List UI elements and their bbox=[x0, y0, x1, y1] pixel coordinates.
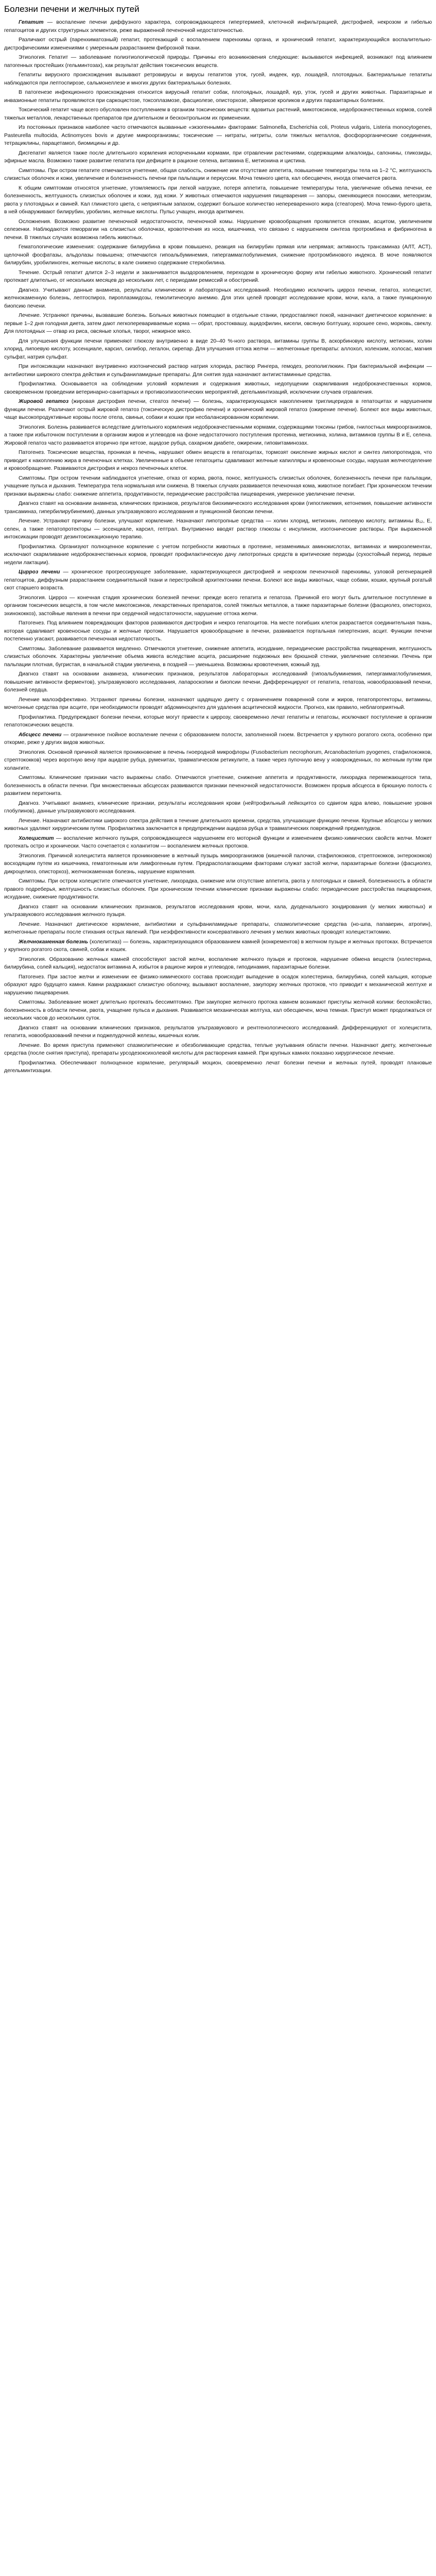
paragraph bbox=[4, 312, 432, 336]
paragraph-text: Профилактика. Обеспечивают полноценное кормление, регулярный моцион, своевременно лечат болезни печени и желчных путей, проводят плановые дегельминтизации. bbox=[4, 1060, 432, 1074]
paragraph bbox=[4, 286, 432, 311]
paragraph-text: Этиология. Образованию желчных камней способствуют застой желчи, воспаление желчного пузыря и протоков, нарушение обмена веществ (холестерина, билирубина, солей кальция), недостаток витамина A, избыток в рационе жиров и углеводов, гиподинамия, паразитарные болезни. bbox=[4, 956, 432, 970]
paragraph bbox=[4, 269, 432, 285]
section-cholecystitis bbox=[4, 835, 432, 937]
paragraph-text: Осложнения. Возможно развитие печеночной недостаточности, печеночной комы. Нарушение кровообращения проявляется отеками, асцитом, увеличением селезенки. Наблюдаются геморрагии на слизистых оболочках, кровотечения из носа, кишечника, что связано с нарушением синтеза протромбина и фибриногена в печени. В тяжелых случаях возможна гибель животных. bbox=[4, 218, 432, 241]
paragraph-text: Этиология. Основной причиной является проникновение в печень гноеродной микрофлоры (Fusobacterium necrophorum, Arcanobacterium pyogenes, стафилококков, стрептококков) через воротную вену при ацидозе рубца, руменитах, травматическом ретикулите, а также через пупочную вену у новорожденных, по желчным путям при холангите. bbox=[4, 749, 432, 771]
section-abscess bbox=[4, 731, 432, 833]
paragraph bbox=[4, 71, 432, 87]
term-heading: Гепатит bbox=[19, 20, 44, 25]
paragraph-text: (холелитиаз) — болезнь, характеризующаяся образованием камней (конкрементов) в желчном пузыре и желчных протоках. Встречается у крупного рогатого скота, свиней, собак и кошек. bbox=[4, 939, 432, 953]
paragraph bbox=[4, 800, 432, 816]
paragraph-text: Токсический гепатит чаще всего обусловлен поступлением в организм токсических веществ: ядовитых растений, микотоксинов, недоброкачественных кормов, солей тяжелых металлов, лекарственных препаратов при длительном и бесконтрольном их применении. bbox=[4, 107, 432, 121]
paragraph-text: Профилактика. Предупреждают болезни печени, которые могут привести к циррозу, своевременно лечат гепатиты и гепатозы, исключают поступление в организм гепатотоксических веществ. bbox=[4, 714, 432, 728]
term-heading: Холецистит bbox=[19, 835, 54, 841]
paragraph bbox=[4, 749, 432, 773]
paragraph-text: Профилактика. Организуют полноценное кормление с учетом потребности животных в протеине, незаменимых аминокислотах, витаминах и микроэлементах, исключают скармливание недоброкачественных кормов, проводят профилактическую дачу липотропных средств в критические периоды (сухостойный период, первые недели лактации). bbox=[4, 544, 432, 566]
paragraph-text: Дисгепатит является также после длительного кормления испорченными кормами, при отравлении растениями, содержащими алкалоиды, сапонины, гликозиды, эфирные масла. Возможно также развитие гепатита при дефиците в рационе селена, витамина E, метионина и цистина. bbox=[4, 150, 432, 164]
paragraph-text: Из постоянных признаков наиболее часто отмечаются вызванные «экзогенными» факторами: Salmonella, Escherichia coli, Proteus vulgaris, Listeria monocytogenes, Pasteurella multocida, Actinomyces bovis и другие микроорганизмы; токсические — нитраты, нитриты, соли тяжелых металлов, фосфорорганические соединения, тетрациклины, парацетамол, биомицины и др. bbox=[4, 125, 432, 146]
paragraph bbox=[4, 714, 432, 730]
paragraph bbox=[4, 517, 432, 541]
paragraph-text: Гепатиты вирусного происхождения вызывают ретровирусы и вирусы гепатитов уток, гусей, индеек, кур, лошадей, плотоядных. Бактериальные гепатиты наблюдаются при лептоспирозе, сальмонеллезе и многих других бактериальных болезнях. bbox=[4, 72, 432, 86]
paragraph-text: К общим симптомам относятся угнетение, утомляемость при легкой нагрузке, потеря аппетита, повышение температуры тела, увеличение объема печени, ее болезненность, желтушность слизистых оболочек и кожи, зуд кожи. У животных отмечаются нарушения пищеварения — запоры, сменяющиеся поносами, метеоризм, рвота у плотоядных и свиней. Кал глинистого цвета, с неприятным запахом, содержит большое количество непереваренного жира (стеаторея). Моча темно-бурого цвета, в ней обнаруживают билирубин, уробилин, желчные кислоты. Пульс учащен, иногда аритмичен. bbox=[4, 185, 432, 215]
paragraph bbox=[4, 54, 432, 70]
paragraph bbox=[4, 19, 432, 35]
paragraph bbox=[4, 380, 432, 396]
term-heading: Жировой гепатоз bbox=[19, 399, 69, 404]
paragraph bbox=[4, 568, 432, 592]
paragraph-text: Симптомы. При остром течении наблюдаются угнетение, отказ от корма, рвота, понос, желтушность слизистых оболочек, болезненность печени при пальпации, учащение пульса и дыхания. Температура тела нормальная или снижена. В тяжелых случаях развивается печеночная кома, животное погибает. При хроническом течении признаки выражены слабо: снижение аппетита, продуктивности, периодические расстройства пищеварения, умеренное увеличение печени. bbox=[4, 475, 432, 497]
paragraph-text: Лечение. Устраняют причину болезни, улучшают кормление. Назначают липотропные средства — холин хлорид, метионин, липоевую кислоту, витамины B₁₂, E, селен, а также гепатопротекторы — эссенциале, карсил, гептрал. Внутривенно вводят раствор глюкозы с инсулином, изотонические растворы. При выраженной интоксикации проводят дезинтоксикационную терапию. bbox=[4, 518, 432, 540]
paragraph bbox=[4, 167, 432, 183]
paragraph bbox=[4, 938, 432, 954]
paragraph bbox=[4, 243, 432, 267]
paragraph-text: В патогенезе инфекционного происхождения относится вирусный гепатит собак, плотоядных, лошадей, кур, уток, гусей и других животных. Паразитарные и инвазионные гепатиты проявляются при саркоцистозе, токсоплазмозе, фасциолезе, описторхозе, эймериозе кроликов и других паразитарных болезнях. bbox=[4, 90, 432, 104]
paragraph-text: Диагноз ставят на основании анамнеза, клинических признаков, результатов лабораторных исследований (гипоальбуминемия, гипергаммаглобулинемия, повышение активности ферментов), ультразвукового исследования, лапароскопии и биопсии печени. Дифференцируют от гепатита, гепатоза, новообразований печени, болезней сердца. bbox=[4, 671, 432, 693]
paragraph-text: Различают острый (паренхиматозный) гепатит, протекающий с воспалением паренхимы органа, и хронический гепатит, характеризующийся воспалительно-дистрофическими изменениями с умеренным разрастанием фиброзной ткани. bbox=[4, 37, 432, 51]
paragraph bbox=[4, 106, 432, 122]
section-hepatitis bbox=[4, 19, 432, 396]
paragraph-text: Диагноз. Учитывают анамнез, клинические признаки, результаты исследования крови (нейтрофильный лейкоцитоз со сдвигом ядра влево, повышение уровня глобулинов), данные ультразвукового исследования. bbox=[4, 800, 432, 814]
paragraph-text: Профилактика. Основывается на соблюдении условий кормления и содержания животных, недопущении скармливания недоброкачественных кормов, своевременном проведении ветеринарно-санитарных и противоэпизоотических мероприятий, дегельминтизаций, исключении случаев отравления. bbox=[4, 381, 432, 395]
paragraph bbox=[4, 124, 432, 148]
paragraph-text: Лечение. Во время приступа применяют спазмолитические и обезболивающие средства, теплые укутывания области печени. Назначают диету, желчегонные средства (после снятия приступа), препараты урсодезоксихолевой кислоты для растворения камней. При крупных камнях показано хирургическое лечение. bbox=[4, 1042, 432, 1056]
paragraph bbox=[4, 877, 432, 902]
paragraph-text: Диагноз. Учитывают данные анамнеза, результаты клинических и лабораторных исследований. Необходимо исключить цирроз печени, гепатоз, холецистит, желчнокаменную болезнь, лептоспироз, пироплазмидозы, гемолитическую анемию. Для этих целей проводят исследование крови, мочи, кала, а также пункционную биопсию печени. bbox=[4, 287, 432, 309]
paragraph bbox=[4, 594, 432, 618]
paragraph bbox=[4, 852, 432, 876]
paragraph bbox=[4, 973, 432, 997]
paragraph-text: (жировая дистрофия печени, стеатоз печени) — болезнь, характеризующаяся накоплением триглицеридов в гепатоцитах и нарушением функции печени. Различают острый жировой гепатоз (токсическую дистрофию печени) и хронический жировой гепатоз (ожирение печени). Болеют все виды животных, чаще высокопродуктивные коровы после отела, свиньи, собаки и кошки при несбалансированном кормлении. bbox=[4, 399, 432, 420]
paragraph-text: Патогенез. Под влиянием повреждающих факторов развиваются дистрофия и некроз гепатоцитов. На месте погибших клеток разрастается соединительная ткань, которая сдавливает кровеносные сосуды и желчные протоки. Нарушается кровообращение в печени, развивается портальная гипертензия, асцит. Функции печени постепенно угасают, развивается печеночная недостаточность. bbox=[4, 620, 432, 642]
term-heading: Желчнокаменная болезнь bbox=[19, 939, 88, 945]
paragraph-text: — воспаление желчного пузыря, сопровождающееся нарушением его моторной функции и изменением физико-химических свойств желчи. Может протекать остро и хронически. Часто сочетается с холангитом — воспалением желчных протоков. bbox=[4, 835, 432, 849]
paragraph-text: — хроническое прогрессирующее заболевание, характеризующееся дистрофией и некрозом печеночной паренхимы, узловой регенерацией гепатоцитов, диффузным разрастанием соединительной ткани и перестройкой архитектоники печени. Болеют все виды животных, чаще собаки, кошки, крупный рогатый скот старшего возраста. bbox=[4, 569, 432, 591]
paragraph-text: Симптомы. Заболевание развивается медленно. Отмечаются угнетение, снижение аппетита, исхудание, периодические расстройства пищеварения, желтушность слизистых оболочек. Характерны увеличение объема живота вследствие асцита, расширение подкожных вен брюшной стенки, увеличение селезенки. Печень при пальпации плотная, бугристая, в начальной стадии увеличена, в поздней — уменьшена. Возможны кровотечения, кожный зуд. bbox=[4, 646, 432, 668]
paragraph bbox=[4, 474, 432, 499]
paragraph bbox=[4, 903, 432, 919]
paragraph-text: — воспаление печени диффузного характера, сопровождающееся гипертермией, клеточной инфильтрацией, дистрофией, некрозом и гибелью гепатоцитов и других структурных элементов, реже выраженной печеночной недостаточностью. bbox=[4, 20, 432, 33]
paragraph bbox=[4, 619, 432, 643]
paragraph-text: Патогенез. При застое желчи и изменении ее физико-химического состава происходит выпадение в осадок холестерина, билирубина, солей кальция, которые образуют ядро будущего камня. Камни раздражают слизистую оболочку, вызывают воспаление, закупорку желчных протоков, что приводит к механической желтухе и нарушению пищеварения. bbox=[4, 974, 432, 996]
paragraph bbox=[4, 645, 432, 669]
paragraph-text: Симптомы. При остром холецистите отмечаются угнетение, лихорадка, снижение или отсутствие аппетита, рвота у плотоядных и свиней, болезненность в области правого подреберья, желтушность слизистых оболочек. При хроническом течении клинические признаки выражены слабо: периодические расстройства пищеварения, исхудание, снижение продуктивности. bbox=[4, 878, 432, 900]
paragraph bbox=[4, 956, 432, 972]
paragraph bbox=[4, 337, 432, 362]
document-page bbox=[0, 0, 436, 1085]
paragraph-text: Патогенез. Токсические вещества, проникая в печень, нарушают обмен веществ в гепатоцитах, тормозят окисление жирных кислот и синтез липопротеидов, что приводит к накоплению жира в печеночных клетках. Увеличенные в объеме гепатоциты сдавливают желчные капилляры и кровеносные сосуды, нарушая желчеотделение и кровообращение. Развиваются дистрофия и некроз печеночных клеток. bbox=[4, 450, 432, 471]
paragraph bbox=[4, 218, 432, 242]
paragraph-text: Для улучшения функции печени применяют глюкозу внутривенно в виде 20–40 %-ного раствора, витамины группы B, аскорбиновую кислоту, метионин, холин хлорид, липоевую кислоту, эссенциале, карсил, силибор, легалон, сирепар. Для улучшения оттока желчи — желчегонные препараты: аллохол, холензим, холосас, магния сульфат, натрия сульфат. bbox=[4, 338, 432, 360]
paragraph-text: Симптомы. Клинические признаки часто выражены слабо. Отмечаются угнетение, снижение аппетита и продуктивности, лихорадка перемежающегося типа, болезненность в области печени. При множественных абсцессах развиваются признаки печеночной недостаточности. Возможен прорыв абсцесса в брюшную полость с развитием перитонита. bbox=[4, 775, 432, 796]
paragraph-text: Этиология. Причиной холецистита является проникновение в желчный пузырь микроорганизмов (кишечной палочки, стафилококков, стрептококков, энтерококков) восходящим путем из кишечника, гематогенным или лимфогенным путем. Предрасполагающими факторами служат застой желчи, паразитарные болезни (фасциолез, дикроцелиоз, описторхоз), желчнокаменная болезнь, нарушение кормления. bbox=[4, 853, 432, 875]
paragraph bbox=[4, 921, 432, 937]
paragraph-text: Диагноз ставят на основании клинических признаков, результатов ультразвукового и рентгенологического исследований. Дифференцируют от холецистита, гепатита, новообразований печени и поджелудочной железы, кишечных колик. bbox=[4, 1025, 432, 1039]
paragraph bbox=[4, 543, 432, 567]
paragraph-text: Симптомы. При остром гепатите отмечаются угнетение, общая слабость, снижение или отсутствие аппетита, повышение температуры тела на 1–2 °C, желтушность слизистых оболочек и кожи, увеличение и болезненность печени при пальпации и перкуссии. Моча темного цвета, кал обесцвечен, иногда отмечается рвота. bbox=[4, 167, 432, 181]
paragraph-text: Симптомы. Заболевание может длительно протекать бессимптомно. При закупорке желчного протока камнем возникают приступы желчной колики: беспокойство, болезненность в области печени, рвота, учащение пульса и дыхания. Развивается механическая желтуха, кал обесцвечен, моча темная. Приступ может продолжаться от нескольких часов до нескольких суток. bbox=[4, 999, 432, 1021]
paragraph-text: Течение. Острый гепатит длится 2–3 недели и заканчивается выздоровлением, переходом в хроническую форму или гибелью животного. Хронический гепатит протекает длительно, от нескольких месяцев до нескольких лет, с периодами ремиссий и обострений. bbox=[4, 269, 432, 283]
paragraph-text: — ограниченное гнойное воспаление печени с образованием полости, заполненной гноем. Встречается у крупного рогатого скота, особенно при откорме, реже у других видов животных. bbox=[4, 732, 432, 745]
paragraph-text: Диагноз ставят на основании клинических признаков, результатов исследования крови, мочи, кала, дуоденального зондирования (у мелких животных) и ультразвукового исследования желчного пузыря. bbox=[4, 904, 432, 918]
paragraph bbox=[4, 500, 432, 516]
paragraph-text: Лечение. Устраняют причины, вызвавшие болезнь. Больных животных помещают в отдельные станки, предоставляют покой, назначают диетическое кормление: в первые 1–2 дня голодная диета, затем дают легкоперевариваемые корма — обрат, простоквашу, ацидофилин, кисели, овсяную болтушку, хорошее сено, морковь, свеклу. Для плотоядных — отвар из риса, овсяные хлопья, творог, нежирное мясо. bbox=[4, 313, 432, 334]
paragraph bbox=[4, 1042, 432, 1058]
paragraph bbox=[4, 363, 432, 379]
paragraph-text: Этиология. Болезнь развивается вследствие длительного кормления недоброкачественными кормами, содержащими токсины грибов, гнилостных микроорганизмов, а также при избыточном поступлении в организм жиров и углеводов на фоне недостаточного поступления протеина, метионина, холина, витаминов группы B и E, селена. Жировой гепатоз часто развивается вторично при кетозе, ацидозе рубца, сахарном диабете, ожирении, гиповитаминозах. bbox=[4, 424, 432, 446]
page-title: Болезни печени и желчных путей bbox=[4, 4, 139, 14]
paragraph bbox=[4, 1059, 432, 1075]
paragraph bbox=[4, 998, 432, 1023]
paragraph-text: Гематологические изменения: содержание билирубина в крови повышено, реакция на билирубин прямая или непрямая; активность трансаминаз (АЛТ, АСТ), щелочной фосфатазы, альдолазы повышена; отмечаются гипоальбуминемия, гипергаммаглобулинемия, снижение протромбинового индекса. В моче появляются билирубин, уробилиноген, желчные кислоты; в кале снижено содержание стеркобилина. bbox=[4, 244, 432, 266]
paragraph-text: Этиология. Гепатит — заболевание полиэтиологической природы. Причины его возникновения следующие: вызываются инфекцией, возникают под влиянием патогенных простейших (гельминтозах), как результат действия токсических веществ. bbox=[4, 55, 432, 69]
term-heading: Абсцесс печени bbox=[19, 732, 62, 738]
paragraph-text: При интоксикации назначают внутривенно изотонический раствор натрия хлорида, раствор Рингера, гемодез, реополиглюкин. При бактериальной инфекции — антибиотики широкого спектра действия и сульфаниламидные препараты. Для снятия зуда назначают антигистаминные средства. bbox=[4, 364, 432, 378]
paragraph bbox=[4, 423, 432, 448]
term-heading: Цирроз печени bbox=[19, 569, 60, 575]
paragraph bbox=[4, 149, 432, 165]
paragraph bbox=[4, 670, 432, 694]
paragraph bbox=[4, 398, 432, 422]
paragraph bbox=[4, 36, 432, 52]
document-body bbox=[4, 19, 432, 1075]
section-cirrhosis bbox=[4, 568, 432, 730]
paragraph bbox=[4, 817, 432, 833]
paragraph bbox=[4, 1024, 432, 1040]
section-hepatosis bbox=[4, 398, 432, 567]
paragraph-text: Лечение. Назначают диетическое кормление, антибиотики и сульфаниламидные препараты, спазмолитические средства (но-шпа, папаверин, атропин), желчегонные препараты после стихания острых явлений. При неэффективности консервативного лечения у мелких животных проводят холецистэктомию. bbox=[4, 921, 432, 935]
paragraph bbox=[4, 184, 432, 216]
paragraph bbox=[4, 696, 432, 712]
paragraph bbox=[4, 89, 432, 105]
paragraph bbox=[4, 731, 432, 747]
paragraph-text: Этиология. Цирроз — конечная стадия хронических болезней печени: прежде всего гепатита и гепатоза. Причиной его могут быть длительное поступление в организм токсических веществ, в том числе микотоксинов, лекарственных препаратов, солей тяжелых металлов, а также паразитарные болезни (фасциолез, описторхоз, эхинококкоз), застойные явления в печени при сердечной недостаточности, нарушение оттока желчи. bbox=[4, 595, 432, 617]
paragraph-text: Диагноз ставят на основании анамнеза, клинических признаков, результатов биохимического исследования крови (гипогликемия, кетонемия, повышение активности трансаминаз, гипербилирубинемия), данных ультразвукового исследования и пункционной биопсии печени. bbox=[4, 501, 432, 515]
paragraph-text: Лечение. Назначают антибиотики широкого спектра действия в течение длительного времени, средства, улучшающие функцию печени. Крупные абсцессы у мелких животных удаляют хирургическим путем. Профилактика заключается в предупреждении ацидоза рубца и травматических повреждений преджелудков. bbox=[4, 818, 432, 832]
paragraph bbox=[4, 835, 432, 851]
paragraph-text: Лечение малоэффективно. Устраняют причины болезни, назначают щадящую диету с ограничением поваренной соли и жиров, гепатопротекторы, витамины, мочегонные средства при асците, при необходимости проводят абдоминоцентез для удаления асцитической жидкости. Прогноз, как правило, неблагоприятный. bbox=[4, 697, 432, 710]
section-cholelithiasis bbox=[4, 938, 432, 1075]
paragraph bbox=[4, 774, 432, 798]
paragraph bbox=[4, 449, 432, 473]
